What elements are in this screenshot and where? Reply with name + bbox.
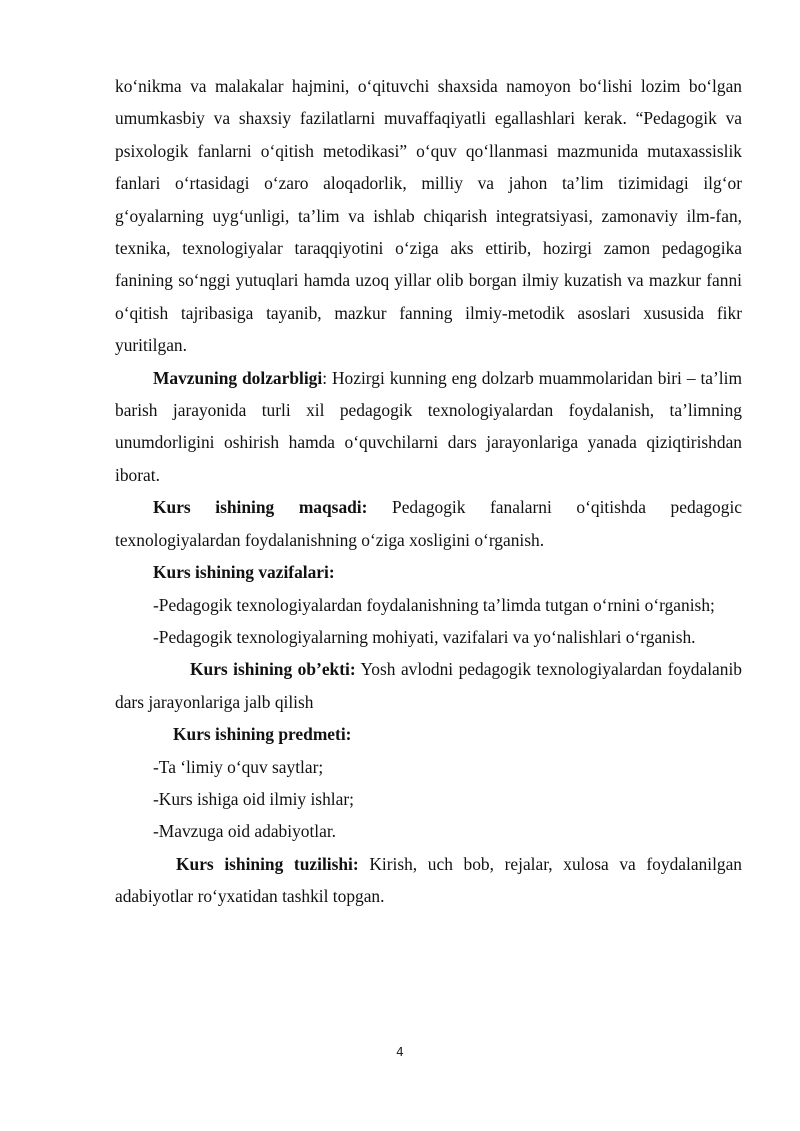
subject-item-1: -Ta ‘limiy o‘quv saytlar;: [153, 756, 324, 777]
goal-text: Pedagogik fanalarni o‘qitishda pedagogic texnologiyalardan foydalanishning o‘ziga xosligini o‘rganish.: [115, 497, 742, 550]
page-number: 4: [396, 1045, 404, 1059]
subject-item-2: -Kurs ishiga oid ilmiy ishlar;: [153, 788, 354, 809]
intro-paragraph: ko‘nikma va malakalar hajmini, o‘qituvchi shaxsida namoyon bo‘lishi lozim bo‘lgan umumkasbiy va shaxsiy fazilatlarni muvaffaqiyatli egallashlari kerak. “Pedagogik va psixologik fanlarni o‘qitish metodikasi” o‘quv qo‘llanmasi mazmunida mutaxassislik fanlari o‘rtasidagi o‘zaro aloqadorlik, milliy va jahon ta’lim tizimidagi ilg‘or g‘oyalarning uyg‘unligi, ta’lim va ishlab chiqarish integratsiyasi, zamonaviy ilm-fan, texnika, texnologiyalar taraqqiyotini o‘ziga aks ettirib, hozirgi zamon pedagogika fanining so‘nggi yutuqlari hamda uzoq yillar olib borgan ilmiy kuzatish va mazkur fanni o‘qitish tajribasiga tayanib, mazkur fanning ilmiy-metodik asoslari xususida fikr yuritilgan.: [115, 76, 742, 356]
relevance-label: Mavzuning dolzarbligi: [153, 367, 323, 388]
structure-text: Kirish, uch bob, rejalar, xulosa va foydalanilgan adabiyotlar ro‘yxatidan tashkil topgan.: [115, 853, 743, 907]
task-item-2: -Pedagogik texnologiyalarning mohiyati, vazifalari va yo‘nalishlari o‘rganish.: [153, 626, 696, 647]
subject-item-3: -Mavzuga oid adabiyotlar.: [153, 821, 337, 842]
object-text: Yosh avlodni pedagogik texnologiyalardan foydalanib dars jarayonlariga jalb qilish: [115, 659, 742, 712]
structure-paragraph: [115, 848, 742, 913]
relevance-text: : Hozirgi kunning eng dolzarb muammolaridan biri – ta’lim barish jarayonida turli xil pedagogik texnologiyalardan foydalanish, ta’limning unumdorligini oshirish hamda o‘quvchilarni dars jarayonlariga yanada qiziqtirishdan iborat.: [115, 367, 742, 485]
tasks-heading: Kurs ishining vazifalari:: [153, 562, 335, 583]
structure-label: Kurs ishining tuzilishi:: [176, 853, 359, 874]
object-paragraph: [115, 653, 742, 718]
goal-paragraph: [115, 491, 742, 556]
object-label: Kurs ishining ob’ekti:: [190, 659, 356, 680]
subject-heading: Kurs ishining predmeti:: [173, 724, 352, 745]
document-page: [115, 70, 742, 913]
task-item-1: -Pedagogik texnologiyalardan foydalanishning ta’limda tutgan o‘rnini o‘rganish;: [153, 594, 715, 615]
relevance-paragraph: [115, 362, 742, 492]
goal-label: Kurs ishining maqsadi:: [153, 497, 368, 518]
